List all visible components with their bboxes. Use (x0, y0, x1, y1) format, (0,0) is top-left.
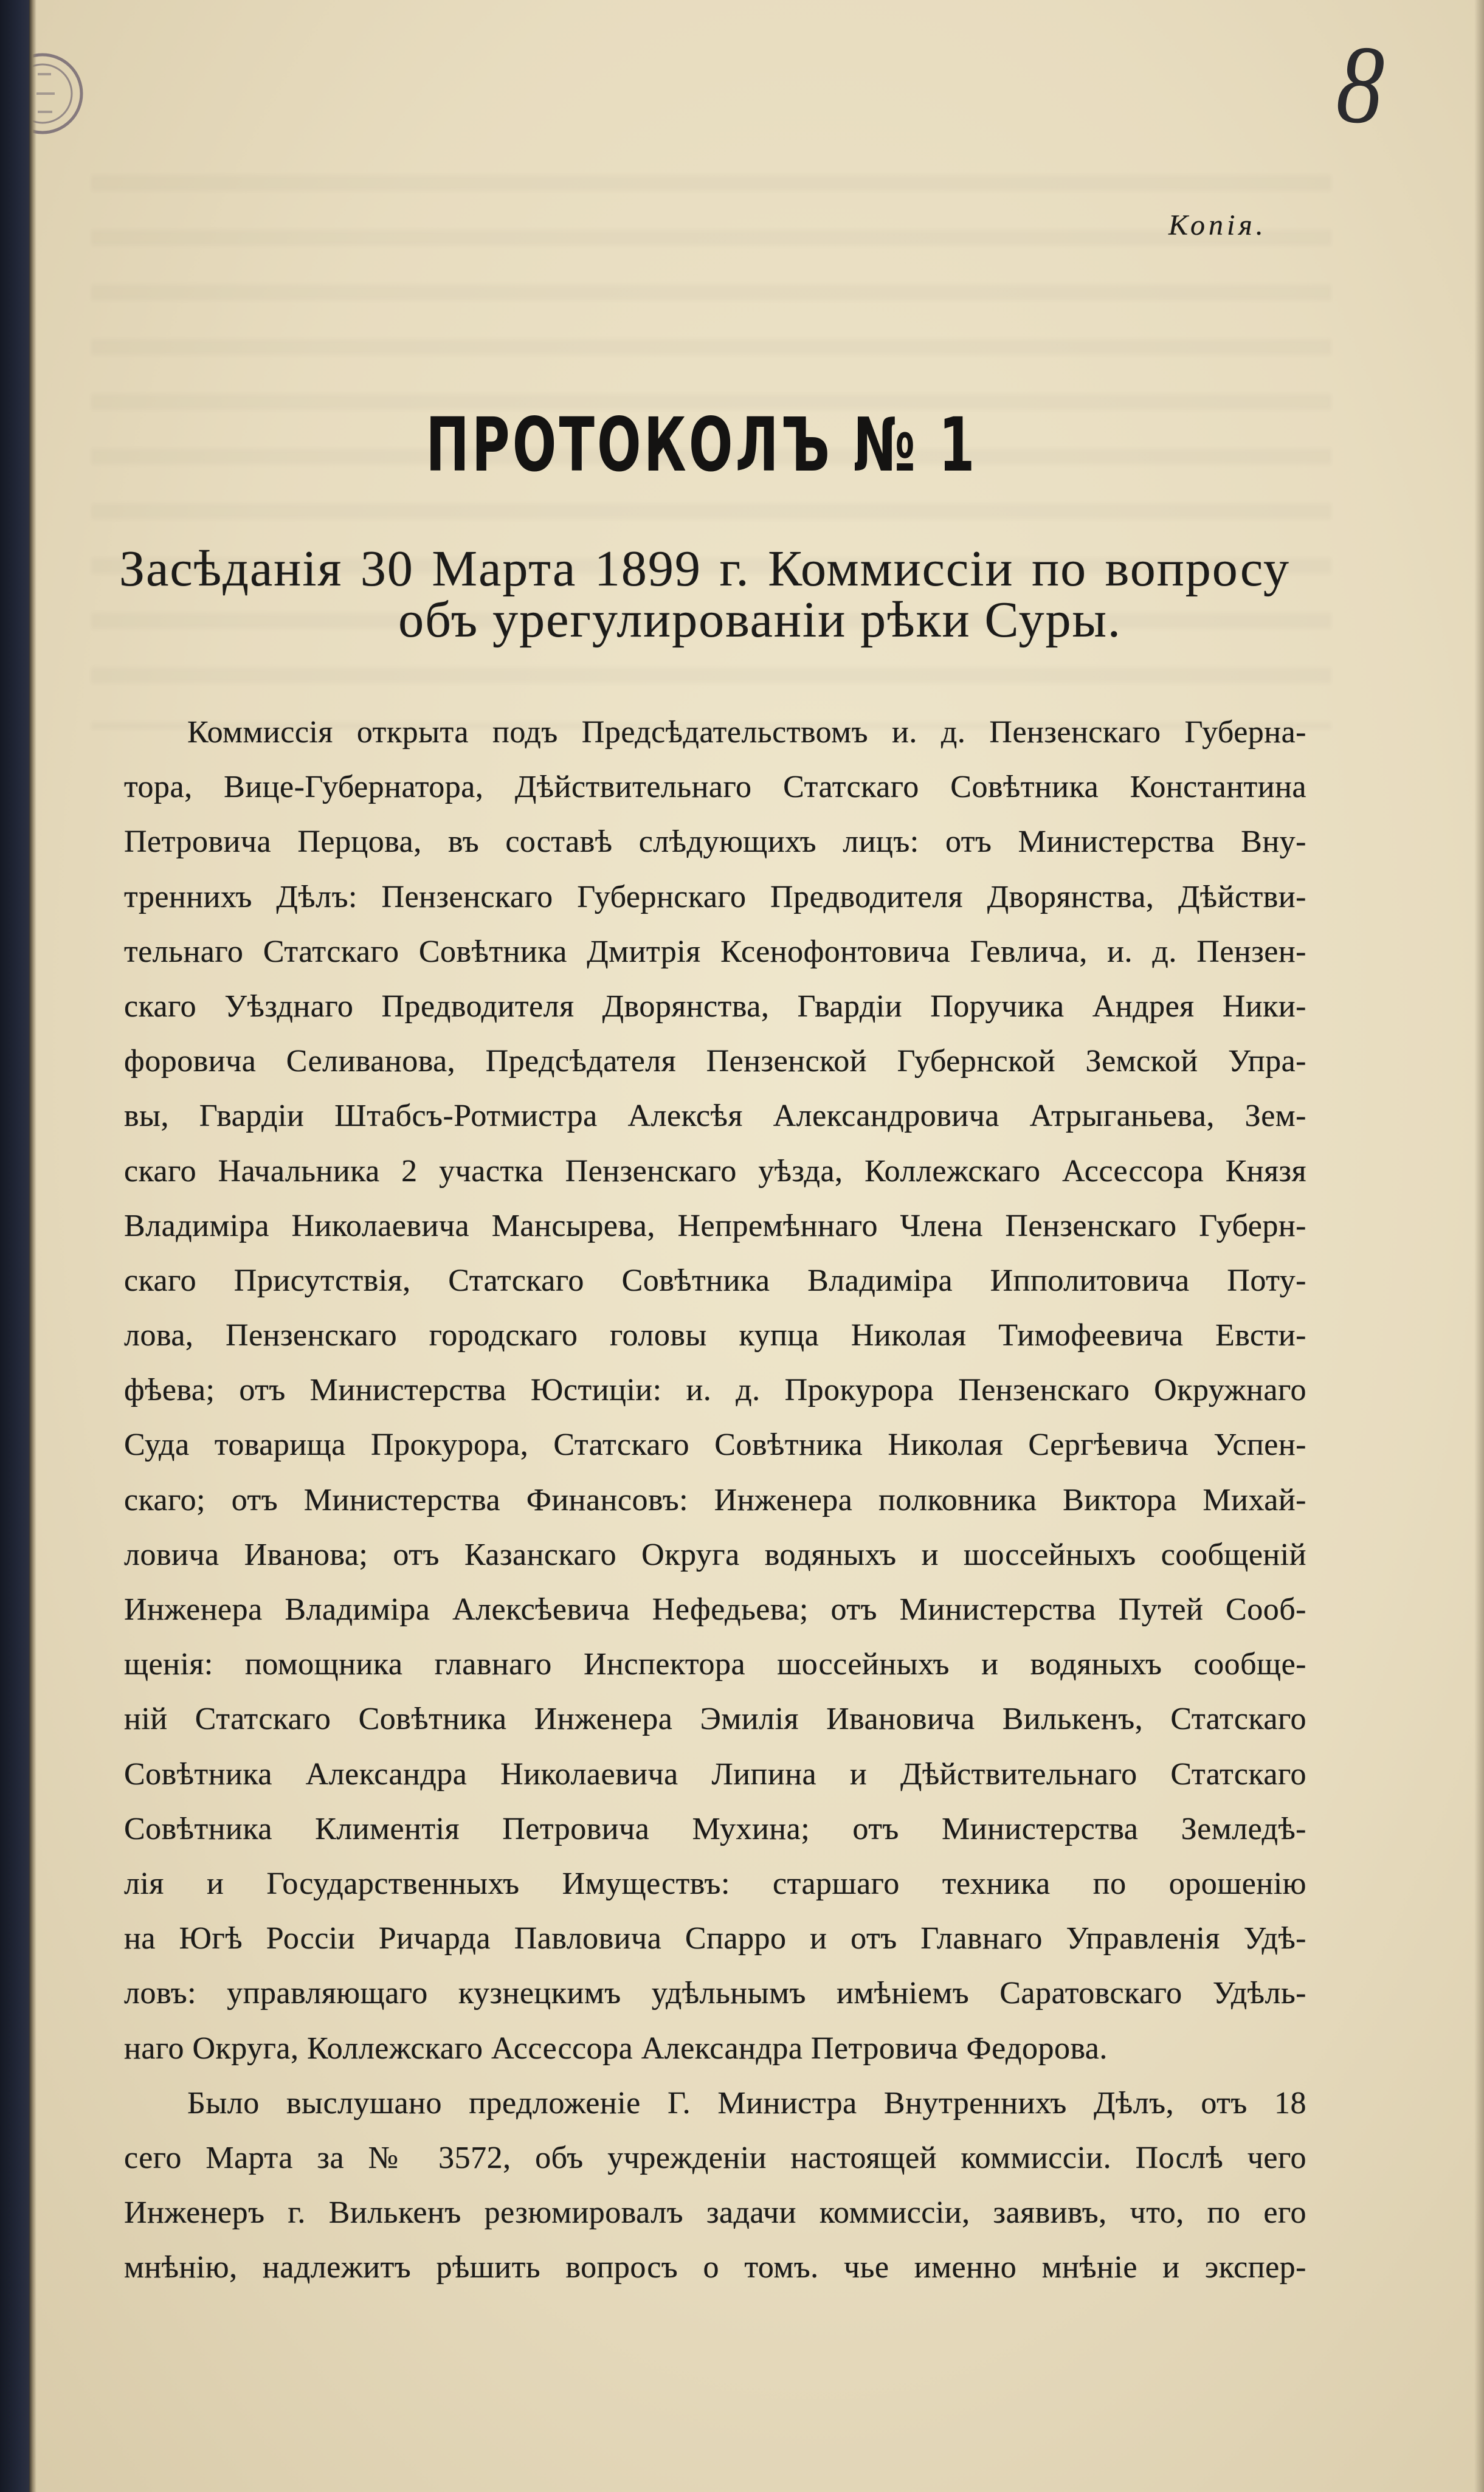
body-line: Инженера Владиміра Алексѣевича Нефедьева; отъ Министерства Путей Сооб- (124, 1592, 1306, 1627)
body-line: тельнаго Статскаго Совѣтника Дмитрія Ксенофонтовича Гевлича, и. д. Пензен- (124, 934, 1306, 969)
page-right-edge (1474, 0, 1484, 2492)
body-line: мнѣнію, надлежитъ рѣшить вопросъ о томъ. чье именно мнѣніе и экспер- (124, 2250, 1306, 2285)
body-line: тора, Вице-Губернатора, Дѣйствительнаго Статскаго Совѣтника Константина (124, 770, 1306, 805)
body-line: скаго Уѣзднаго Предводителя Дворянства, Гвардіи Поручика Андрея Ники- (124, 989, 1306, 1024)
body-line: Владиміра Николаевича Мансырева, Непремѣннаго Члена Пензенскаго Губерн- (124, 1208, 1306, 1243)
body-line: Инженеръ г. Вилькенъ резюмировалъ задачи коммиссіи, заявивъ, что, по его (124, 2195, 1306, 2231)
body-line: Коммиссія открыта подъ Предсѣдательствомъ и. д. Пензенскаго Губерна- (187, 715, 1306, 750)
body-line: Петровича Перцова, въ составѣ слѣдующихъ лицъ: отъ Министерства Вну- (124, 824, 1306, 860)
body-line: ловича Иванова; отъ Казанскаго Округа водяныхъ и шоссейныхъ сообщеній (124, 1537, 1306, 1572)
document-title: ПРОТОКОЛЪ № 1 (426, 402, 978, 488)
body-line: лія и Государственныхъ Имуществъ: старшаго техника по орошенію (124, 1866, 1306, 1901)
body-line: Совѣтника Александра Николаевича Липина и Дѣйствительнаго Статскаго (124, 1756, 1306, 1792)
body-line: ловъ: управляющаго кузнецкимъ удѣльнымъ имѣніемъ Саратовскаго Удѣль- (124, 1976, 1306, 2011)
body-line: наго Округа, Коллежскаго Ассессора Александра Петровича Федорова. (124, 2031, 1108, 2066)
body-line: скаго; отъ Министерства Финансовъ: Инженера полковника Виктора Михай- (124, 1482, 1306, 1517)
body-line: треннихъ Дѣлъ: Пензенскаго Губернскаго Предводителя Дворянства, Дѣйстви- (124, 879, 1306, 914)
body-line: Было выслушано предложеніе Г. Министра Внутреннихъ Дѣлъ, отъ 18 (187, 2085, 1306, 2121)
body-line: форовича Селиванова, Предсѣдателя Пензенской Губернской Земской Упра- (124, 1044, 1306, 1079)
paragraph (124, 705, 1306, 2076)
document-subtitle-line: объ урегулированіи рѣки Суры. (398, 592, 1122, 648)
body-line: щенія: помощника главнаго Инспектора шоссейныхъ и водяныхъ сообще- (124, 1647, 1306, 1682)
body-line: скаго Присутствія, Статскаго Совѣтника Владиміра Ипполитовича Поту- (124, 1263, 1306, 1298)
body-line: скаго Начальника 2 участка Пензенскаго уѣзда, Коллежскаго Ассессора Князя (124, 1153, 1306, 1189)
binding-edge (29, 0, 36, 2492)
binding-strip (0, 0, 29, 2492)
body-line: сего Марта за № 3572, объ учрежденіи настоящей коммиссіи. Послѣ чего (124, 2140, 1306, 2175)
document-subtitle-line: Засѣданія 30 Марта 1899 г. Коммиссіи по вопросу (119, 540, 1290, 597)
body-line: Совѣтника Климентія Петровича Мухина; отъ Министерства Земледѣ- (124, 1811, 1306, 1846)
body-line: ній Статскаго Совѣтника Инженера Эмилія Ивановича Вилькенъ, Статскаго (124, 1702, 1306, 1737)
copy-mark: Копія. (1168, 209, 1267, 241)
body-line: на Югѣ Россіи Ричарда Павловича Спарро и отъ Главнаго Управленія Удѣ- (124, 1921, 1306, 1956)
body-line: Суда товарища Прокурора, Статскаго Совѣтника Николая Сергѣевича Успен- (124, 1427, 1306, 1463)
body-line: лова, Пензенскаго городскаго головы купца Николая Тимофеевича Евсти- (124, 1318, 1306, 1353)
paragraph (124, 2076, 1306, 2296)
body-line: вы, Гвардіи Штабсъ-Ротмистра Алексѣя Александровича Атрыганьева, Зем- (124, 1099, 1306, 1134)
folio-number: 8 (1333, 21, 1387, 149)
body-line: фѣева; отъ Министерства Юстиціи: и. д. Прокурора Пензенскаго Окружнаго (124, 1373, 1306, 1408)
document-body (124, 705, 1306, 2295)
